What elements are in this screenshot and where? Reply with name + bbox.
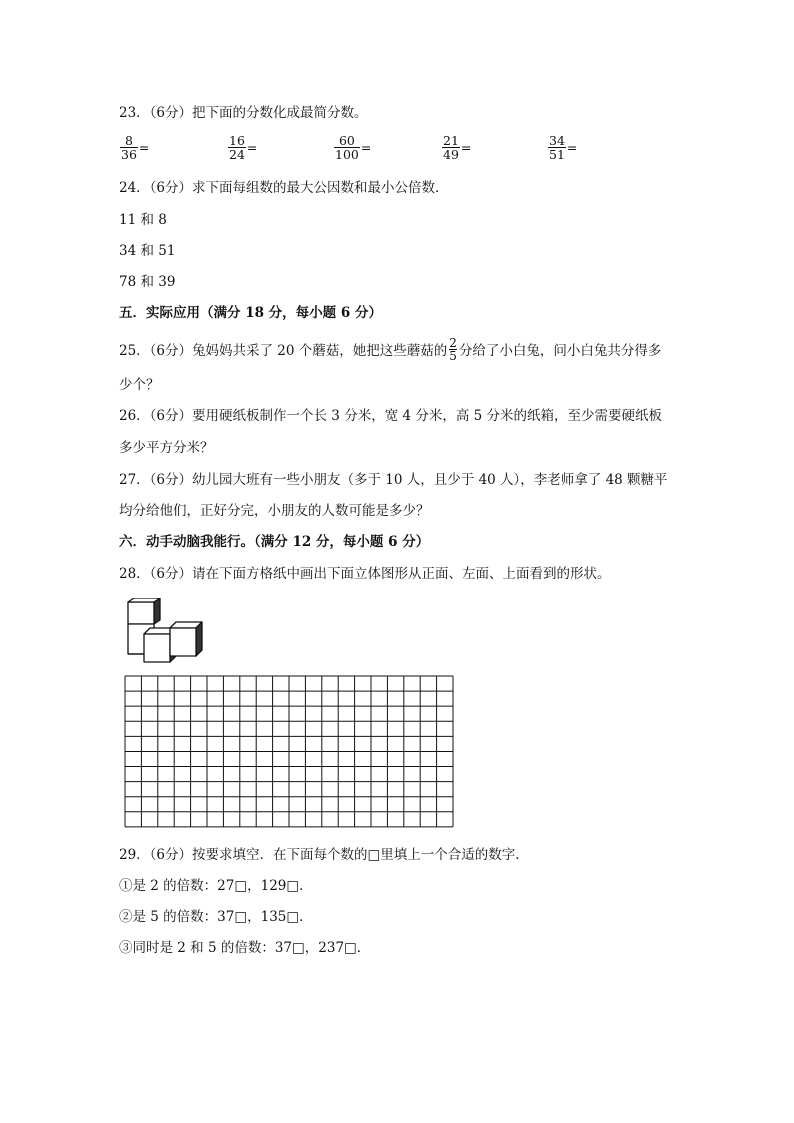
q26-line-2: 多少平方分米？ [119,440,214,456]
q24-pair-3: 78 和 39 [119,274,176,290]
equals-sign: = [138,140,150,155]
q28-title: 28．（6分）请在下面方格纸中画出下面立体图形从正面、左面、上面看到的形状。 [119,566,611,582]
q23-fraction-1 [120,134,149,161]
denominator: 5 [449,349,457,363]
q26-line-1: 26．（6分）要用硬纸板制作一个长 3 分米，宽 4 分米，高 5 分米的纸箱，至少需要硬纸板 [119,408,663,424]
denominator: 100 [335,147,359,162]
q23-fraction-3 [334,134,371,161]
equals-sign: = [566,140,578,155]
section-6-heading: 六．动手动脑我能行。（满分 12 分，每小题 6 分） [119,534,430,550]
q27-line-2: 均分给他们，正好分完，小朋友的人数可能是多少？ [119,503,430,519]
section-5-heading: 五．实际应用（满分 18 分，每小题 6 分） [119,305,382,321]
denominator: 51 [549,147,565,162]
numerator: 16 [229,133,245,148]
q25-text-part2: 分给了小白兔，问小白兔共分得多 [458,343,662,359]
q24-pair-1: 11 和 8 [119,212,167,228]
q29-item-1: ①是 2 的倍数：27□，129□． [119,878,313,894]
q29-item-2: ②是 5 的倍数：37□，135□． [119,909,313,925]
q27-line-1: 27．（6分）幼儿园大班有一些小朋友（多于 10 人，且少于 40 人），李老师拿了 48 颗糖平 [119,472,668,488]
equals-sign: = [460,140,472,155]
q23-fraction-4 [442,134,471,161]
numerator: 2 [449,336,457,350]
denominator: 36 [121,147,137,162]
q24-title: 24．（6分）求下面每组数的最大公因数和最小公倍数． [119,180,449,196]
numerator: 34 [549,133,565,148]
q23-fraction-2 [228,134,257,161]
square-grid-paper[interactable] [124,675,456,831]
q23-fraction-5 [548,134,577,161]
q23-title: 23．（6分）把下面的分数化成最简分数。 [119,105,368,121]
q25-text-part1: 25．（6分）兔妈妈共采了 20 个蘑菇，她把这些蘑菇的 [119,343,448,359]
equals-sign: = [246,140,258,155]
q24-pair-2: 34 和 51 [119,243,176,259]
equals-sign: = [360,140,372,155]
q29-item-3: ③同时是 2 和 5 的倍数：37□，237□． [119,940,371,956]
numerator: 8 [124,133,133,148]
numerator: 60 [338,133,355,148]
q29-title: 29．（6分）按要求填空．在下面每个数的□里填上一个合适的数字． [119,847,529,863]
q25-fraction [449,337,457,362]
cube-solid-figure [124,598,209,666]
denominator: 24 [229,147,245,162]
denominator: 49 [443,147,459,162]
q25-line-2: 少个？ [119,377,160,393]
numerator: 21 [443,133,459,148]
q25-line-1 [119,336,662,364]
